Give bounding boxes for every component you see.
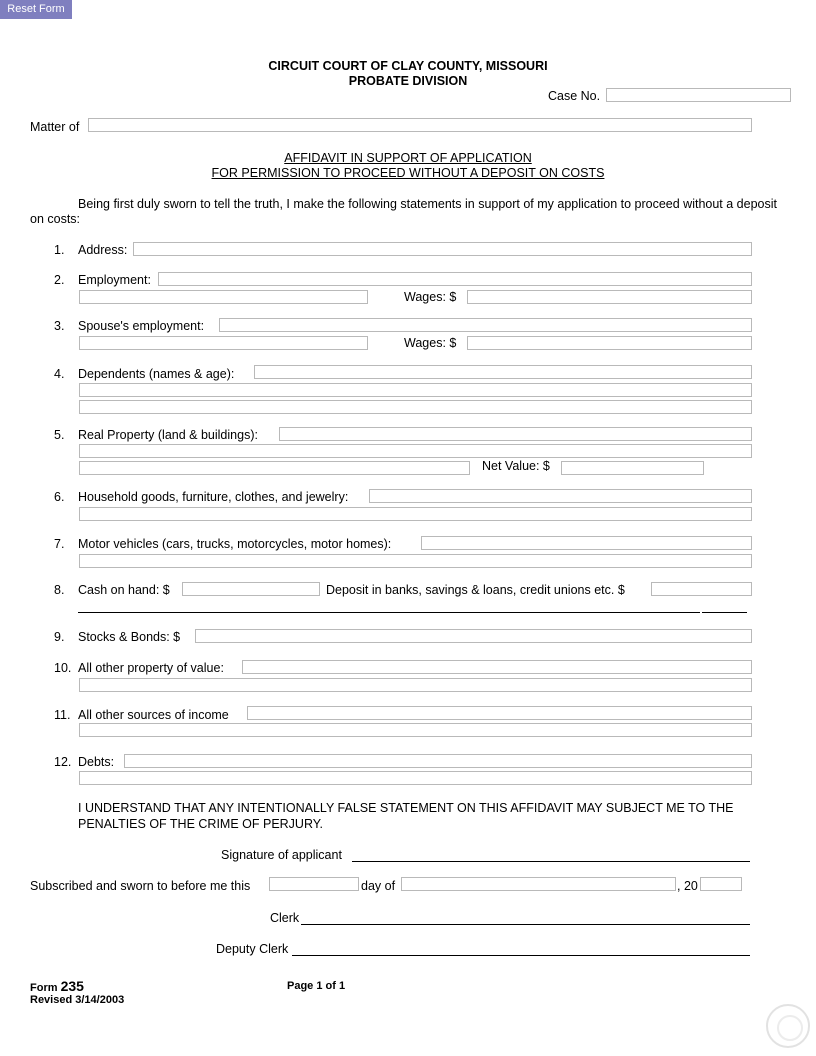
household-goods-field[interactable] [369, 489, 752, 503]
item-number: 10. [54, 661, 72, 675]
spouse-wages-field[interactable] [467, 336, 752, 350]
item-number: 7. [54, 537, 65, 551]
net-value-field[interactable] [561, 461, 704, 475]
case-no-label: Case No. [548, 89, 601, 103]
household-goods-label: Household goods, furniture, clothes, and jewelry: [78, 490, 349, 504]
clerk-label: Clerk [270, 911, 300, 925]
household-goods-field-2[interactable] [79, 507, 752, 521]
spouse-employment-field[interactable] [219, 318, 752, 332]
address-label: Address: [78, 243, 128, 257]
sworn-year-field[interactable] [700, 877, 742, 891]
wages-field[interactable] [467, 290, 752, 304]
spouse-wages-label: Wages: $ [404, 336, 457, 350]
real-property-field-2[interactable] [79, 444, 752, 458]
divider-line [702, 612, 747, 613]
dependents-field[interactable] [254, 365, 752, 379]
court-name: CIRCUIT COURT OF CLAY COUNTY, MISSOURI [268, 59, 548, 73]
signature-applicant-label: Signature of applicant [221, 848, 342, 862]
spouse-employment-label: Spouse's employment: [78, 319, 205, 333]
sworn-month-field[interactable] [401, 877, 676, 891]
item-number: 11. [54, 708, 71, 722]
other-property-field-2[interactable] [79, 678, 752, 692]
stocks-bonds-label: Stocks & Bonds: $ [78, 630, 181, 644]
revised-date: Revised 3/14/2003 [30, 994, 125, 1006]
item-number: 5. [54, 428, 65, 442]
bank-deposits-field[interactable] [651, 582, 752, 596]
real-property-label: Real Property (land & buildings): [78, 428, 258, 442]
day-of-label: day of [361, 879, 396, 893]
matter-of-field[interactable] [88, 118, 752, 132]
form-number [30, 978, 84, 994]
other-property-field[interactable] [242, 660, 752, 674]
motor-vehicles-label: Motor vehicles (cars, trucks, motorcycles, motor homes): [78, 537, 392, 551]
page-number: Page 1 of 1 [287, 980, 346, 992]
bank-deposits-label: Deposit in banks, savings & loans, credit unions etc. $ [326, 583, 625, 597]
clerk-signature-line[interactable] [301, 924, 750, 925]
employment-field[interactable] [158, 272, 752, 286]
intro-paragraph: Being first duly sworn to tell the truth, I make the following statements in support of my application to proceed without a deposit on costs: [30, 197, 777, 226]
address-field[interactable] [133, 242, 752, 256]
deputy-clerk-label: Deputy Clerk [216, 942, 289, 956]
subscribed-label: Subscribed and sworn to before me this [30, 879, 251, 893]
court-seal-watermark [766, 1004, 810, 1048]
item-number: 9. [54, 630, 65, 644]
affidavit-title-line1: AFFIDAVIT IN SUPPORT OF APPLICATION [284, 151, 532, 165]
dependents-field-2[interactable] [79, 383, 752, 397]
reset-form-button[interactable]: Reset Form [0, 0, 72, 19]
form-number-value: 235 [60, 978, 84, 994]
cash-on-hand-label: Cash on hand: $ [78, 583, 170, 597]
case-no-field[interactable] [606, 88, 791, 102]
item-number: 4. [54, 367, 65, 381]
net-value-label: Net Value: $ [482, 459, 550, 473]
division-name: PROBATE DIVISION [348, 74, 468, 88]
sworn-day-field[interactable] [269, 877, 359, 891]
other-property-label: All other property of value: [78, 661, 224, 675]
affidavit-title-line2: FOR PERMISSION TO PROCEED WITHOUT A DEPOSIT ON COSTS [211, 166, 605, 180]
item-number: 3. [54, 319, 65, 333]
other-income-field[interactable] [247, 706, 752, 720]
other-income-label: All other sources of income [78, 708, 229, 722]
cash-on-hand-field[interactable] [182, 582, 320, 596]
other-income-field-2[interactable] [79, 723, 752, 737]
item-number: 2. [54, 273, 65, 287]
employment-label: Employment: [78, 273, 151, 287]
debts-field-2[interactable] [79, 771, 752, 785]
item-number: 6. [54, 490, 65, 504]
motor-vehicles-field-2[interactable] [79, 554, 752, 568]
item-number: 8. [54, 583, 65, 597]
real-property-field[interactable] [279, 427, 752, 441]
debts-field[interactable] [124, 754, 752, 768]
stocks-bonds-field[interactable] [195, 629, 752, 643]
item-number: 12. [54, 755, 72, 769]
matter-of-label: Matter of [30, 120, 80, 134]
real-property-field-3[interactable] [79, 461, 470, 475]
signature-applicant-line[interactable] [352, 861, 750, 862]
dependents-label: Dependents (names & age): [78, 367, 235, 381]
year-prefix-label: , 20 [677, 879, 698, 893]
wages-label: Wages: $ [404, 290, 457, 304]
dependents-field-3[interactable] [79, 400, 752, 414]
perjury-warning: I UNDERSTAND THAT ANY INTENTIONALLY FALSE STATEMENT ON THIS AFFIDAVIT MAY SUBJECT ME TO THE PENALTIES OF THE CRIME OF PERJURY. [78, 801, 734, 831]
deputy-clerk-signature-line[interactable] [292, 955, 750, 956]
item-number: 1. [54, 243, 65, 257]
spouse-employment-field-2[interactable] [79, 336, 368, 350]
form-prefix: Form [30, 982, 58, 994]
debts-label: Debts: [78, 755, 115, 769]
employment-field-2[interactable] [79, 290, 368, 304]
divider-line [78, 612, 700, 613]
motor-vehicles-field[interactable] [421, 536, 752, 550]
